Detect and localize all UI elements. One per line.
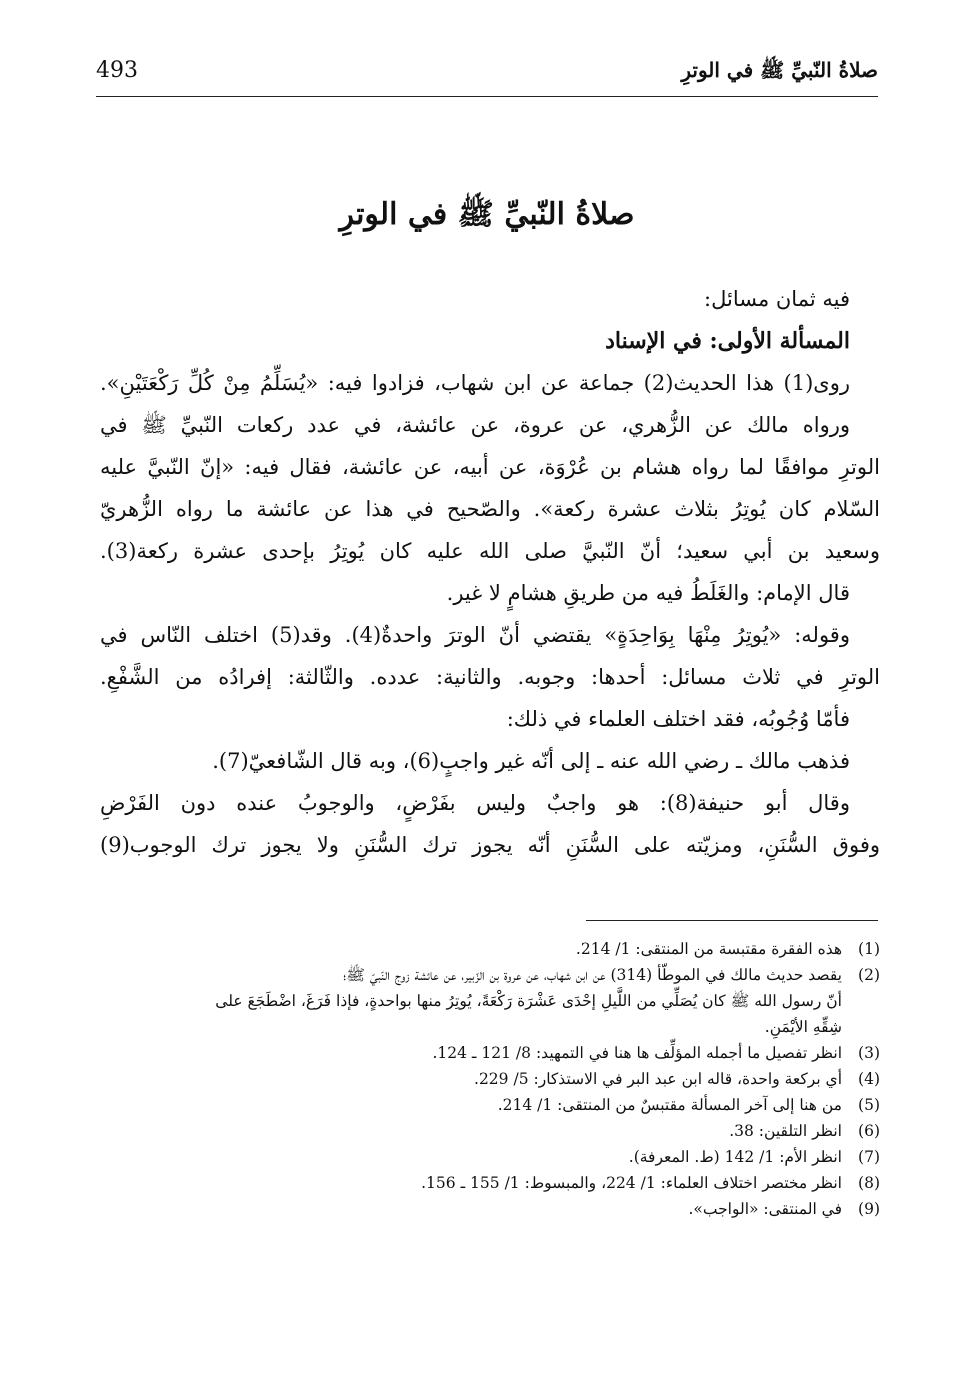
- footnote: [100, 1092, 880, 1118]
- footnote-number: (7): [858, 1148, 880, 1166]
- footnote: [100, 936, 880, 962]
- footnote: [100, 1040, 880, 1066]
- footnote-text: أنّ رسول الله ﷺ كان يُصَلِّي من اللَّيلِ إحْدَى عَشْرَة رَكْعَةً، يُوتِرُ منها بواحدةٍ، فإذا فَرَغَ، اضْطَجَعَ على: [215, 992, 842, 1010]
- footnote-text: انظر مختصر اختلاف العلماء: 1/ 224، والمبسوط: 1/ 155 ـ 156.: [421, 1174, 842, 1192]
- footnote-text: شِقِّهِ الأيْمَنِ.: [764, 1018, 842, 1036]
- running-title: صلاةُ النّبيِّ ﷺ في الوترِ: [681, 58, 878, 82]
- footnote-text: من هنا إلى آخر المسألة مقتبسٌ من المنتقى: 1/ 214.: [497, 1096, 842, 1114]
- footnote-separator: [586, 920, 878, 921]
- paragraph-line: قال الإمام: والغَلَطُ فيه من طريقِ هشامٍ لا غير.: [446, 581, 850, 605]
- paragraph-line: وفوق السُّنَنِ، ومزيّته على السُّنَنِ أنّه يجوز ترك السُّنَنِ ولا يجوز ترك الوجوب(9): [100, 833, 880, 857]
- footnote: [100, 1170, 880, 1196]
- intro-line: فيه ثمان مسائل:: [704, 287, 850, 311]
- footnote: [100, 962, 880, 1040]
- paragraph-line: ورواه مالك عن الزُّهري، عن عروة، عن عائشة، في عدد ركعات النّبيِّ ﷺ في: [100, 413, 850, 437]
- footnote-number: (3): [858, 1044, 880, 1062]
- footnote-text: انظر الأم: 1/ 142 (ط. المعرفة).: [628, 1148, 842, 1166]
- footnote-number: (5): [858, 1096, 880, 1114]
- paragraph-line: فأمّا وُجُوبُه، فقد اختلف العلماء في ذلك:: [506, 707, 850, 731]
- paragraph-line: روى(1) هذا الحديث(2) جماعة عن ابن شهاب، فزادوا فيه: «يُسَلِّمُ مِنْ كُلِّ رَكْعَتَيْنِ».: [100, 371, 850, 395]
- footnotes: [100, 936, 880, 1222]
- section-heading: المسألة الأولى: في الإسناد: [605, 328, 850, 354]
- footnote-text: يقصد حديث مالك في الموطّأ (314) عن ابن شهاب، عن عروة بن الزّبير، عن عائشة زوج النّبيّ ﷺ؛: [343, 966, 842, 984]
- footnote-text: انظر التلقين: 38.: [729, 1122, 842, 1140]
- footnote-number: (4): [858, 1070, 880, 1088]
- footnote: [100, 1196, 880, 1222]
- paragraph-line: الوترِ في ثلاث مسائل: أحدها: وجوبه. والثانية: عدده. والثّالثة: إفرادُه من الشَّفْعِ.: [100, 665, 880, 689]
- footnote-text: هذه الفقرة مقتبسة من المنتقى: 1/ 214.: [575, 940, 842, 958]
- chapter-title: صلاةُ النّبيِّ ﷺ في الوترِ: [339, 197, 635, 232]
- page-number: 493: [96, 58, 138, 83]
- footnote-number: (8): [858, 1174, 880, 1192]
- paragraph-line: السّلام كان يُوتِرُ بثلاث عشرة ركعة». والصّحيح في هذا عن عائشة ما رواه الزُّهريّ: [100, 497, 880, 521]
- paragraph-line: وقوله: «يُوتِرُ مِنْهَا بِوَاحِدَةٍ» يقتضي أنّ الوترَ واحدةٌ(4). وقد(5) اختلف النّاس في: [100, 623, 850, 647]
- footnote: [100, 1118, 880, 1144]
- paragraph-line: الوترِ موافقًا لما رواه هشام بن عُرْوَة، عن أبيه، عن عائشة، فقال فيه: «إنّ النّبيَّ عليه: [100, 455, 880, 479]
- footnote-text: في المنتقى: «الواجب».: [688, 1200, 842, 1218]
- paragraph-line: وقال أبو حنيفة(8): هو واجبٌ وليس بفَرْضٍ، والوجوبُ عنده دون الفَرْضِ: [100, 791, 850, 815]
- footnote-number: (1): [858, 940, 880, 958]
- paragraph-line: فذهب مالك ـ رضي الله عنه ـ إلى أنّه غير واجبٍ(6)، وبه قال الشّافعيّ(7).: [212, 749, 850, 773]
- footnote-number: (2): [858, 966, 880, 984]
- footnote-text: انظر تفصيل ما أجمله المؤلِّف ها هنا في التمهيد: 8/ 121 ـ 124.: [432, 1044, 842, 1062]
- page-header: [96, 52, 878, 97]
- footnote: [100, 1066, 880, 1092]
- footnote-number: (6): [858, 1122, 880, 1140]
- footnote: [100, 1144, 880, 1170]
- footnote-number: (9): [858, 1200, 880, 1218]
- body-text: [100, 278, 880, 866]
- paragraph-line: وسعيد بن أبي سعيد؛ أنّ النّبيَّ صلى الله عليه كان يُوتِرُ بإحدى عشرة ركعة(3).: [100, 539, 880, 563]
- footnote-text: أي بركعة واحدة، قاله ابن عبد البر في الاستذكار: 5/ 229.: [474, 1070, 842, 1088]
